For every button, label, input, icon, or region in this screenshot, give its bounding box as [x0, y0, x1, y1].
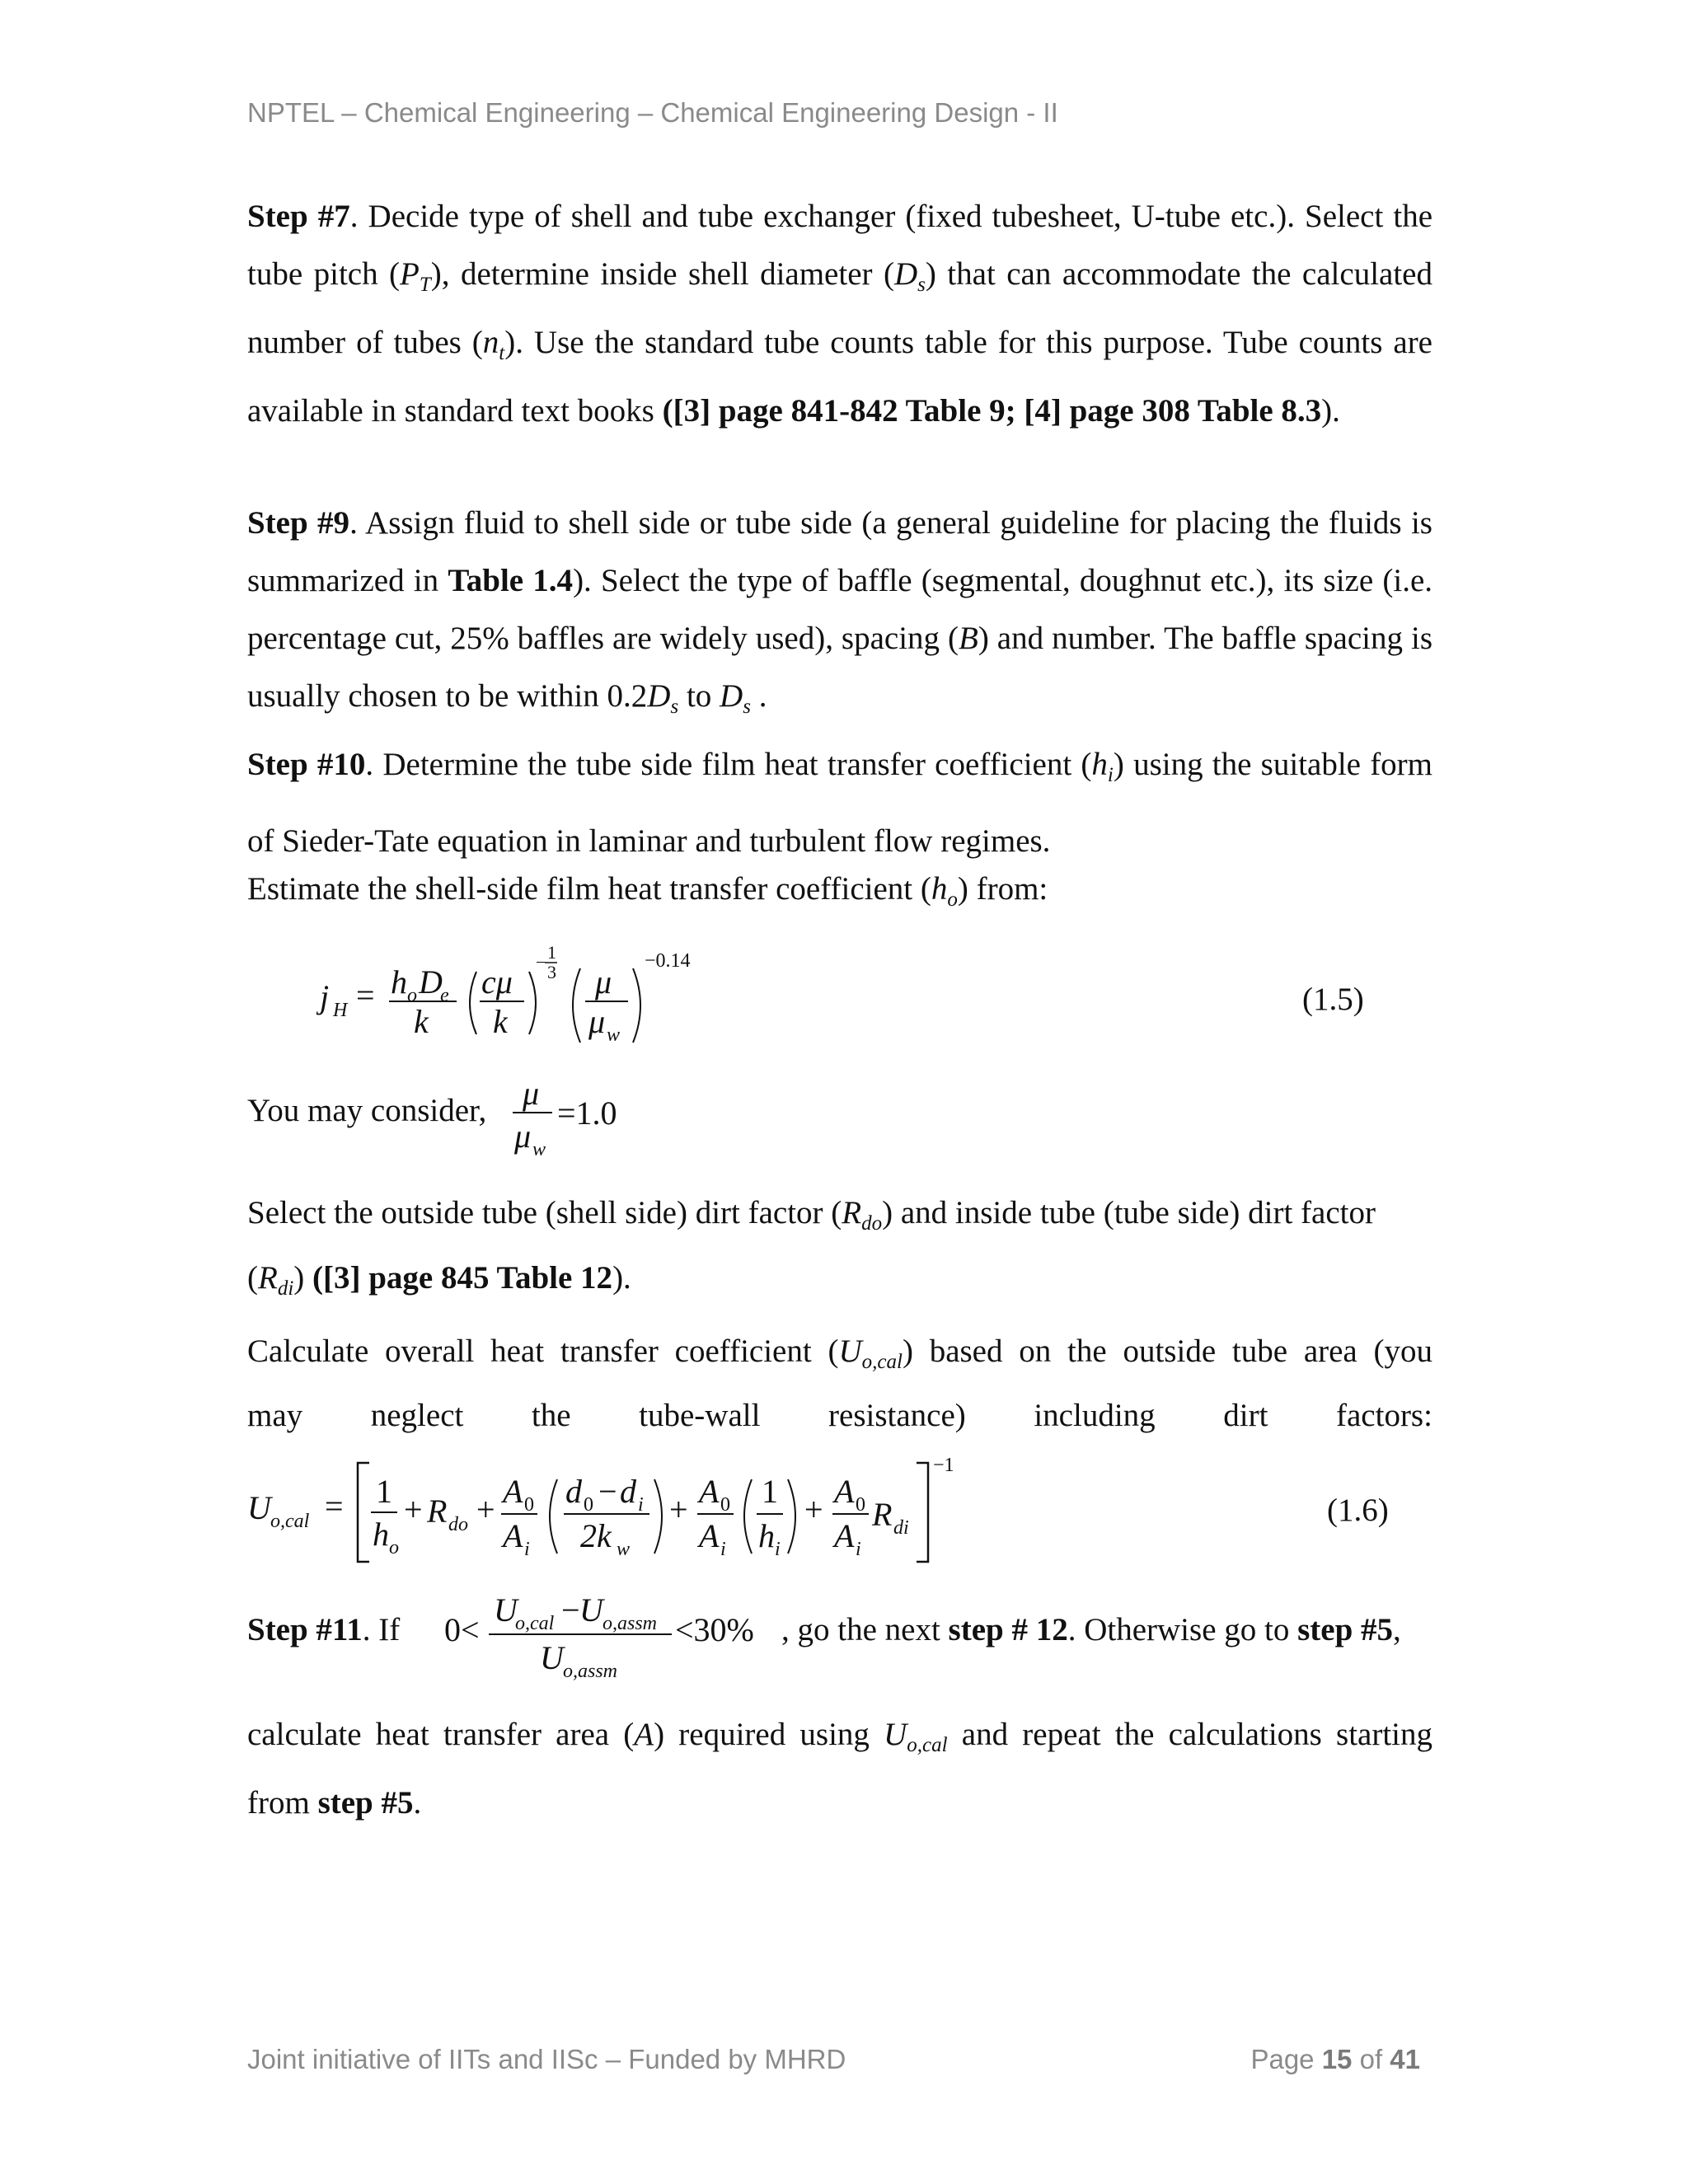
svg-text:A: A — [699, 1517, 720, 1554]
table-1-4-reference: Table 1.4 — [448, 563, 574, 598]
equation-1-6-number: (1.6) — [1327, 1493, 1389, 1528]
svg-text:U: U — [247, 1489, 271, 1526]
step-10-paragraph: Step #10. Determine the tube side film heat transfer coefficient $(h_i)$ using the suitable form of Sieder-Tate equation in laminar and turbulent flow regimes. — [247, 747, 1433, 859]
svg-text:−: − — [561, 1591, 580, 1629]
dirt-factor-paragraph: Select the outside tube (shell side) dirt factor $(R_{do})$ and inside tube (tube side) dirt factor — [247, 1195, 1376, 1235]
svg-text:+: + — [404, 1491, 423, 1528]
svg-text:1: 1 — [547, 942, 556, 963]
dirt-factor-reference-line: $(R_{di})$ ([3] page 845 Table 12). — [247, 1260, 631, 1300]
svg-text:=: = — [356, 977, 375, 1014]
page-number: Page 15 of 41 — [1250, 2044, 1420, 2074]
svg-text:o: o — [407, 985, 417, 1006]
svg-text:A: A — [834, 1473, 855, 1510]
eq15-jh: j — [320, 978, 330, 1015]
svg-text:e: e — [440, 985, 449, 1006]
step-12-reference: step # 12 — [948, 1612, 1068, 1647]
page-header: NPTEL – Chemical Engineering – Chemical Engineering Design - II — [247, 97, 1058, 128]
consider-text: You may consider, — [247, 1093, 487, 1128]
svg-text:h: h — [373, 1516, 389, 1553]
step-10-label: Step #10 — [247, 747, 366, 782]
svg-text:<30%: <30% — [675, 1611, 754, 1648]
svg-text:R: R — [872, 1496, 893, 1533]
svg-text:0: 0 — [856, 1494, 865, 1516]
svg-text:di: di — [893, 1517, 909, 1539]
svg-text:−: − — [598, 1473, 617, 1510]
equation-1-5 — [305, 935, 734, 1059]
svg-text:i: i — [856, 1539, 861, 1560]
svg-text:do: do — [448, 1514, 468, 1535]
step-7-paragraph: Step #7. Decide type of shell and tube exchanger (fixed tubesheet, U-tube etc.). Select the tube pitch $(P_T)$, determine inside shell diameter $(D_s)$ that can accommodate the calculated number of tubes $(n_t)$. Use the standard tube counts table for this purpose. Tube counts are available in standard text books ([3] page 841-842 Table 9; [4] page 308 Table 8.3). — [247, 199, 1432, 429]
step-11-line-1: Step #11. If — [247, 1612, 401, 1647]
svg-text:H: H — [333, 1000, 348, 1021]
svg-text:d: d — [620, 1473, 636, 1510]
svg-text:o,cal: o,cal — [515, 1613, 555, 1634]
svg-text:A: A — [834, 1517, 855, 1554]
svg-text:w: w — [532, 1139, 546, 1160]
svg-text:−: − — [536, 952, 546, 972]
svg-text:i: i — [638, 1494, 644, 1516]
equation-1-5-number: (1.5) — [1302, 982, 1364, 1017]
svg-text:h: h — [758, 1517, 775, 1554]
step-11-label: Step #11 — [247, 1612, 363, 1647]
overall-coefficient-line-1: Calculate overall heat transfer coefficient $(U_{o,cal})$ based on the outside tube area (you — [247, 1333, 1432, 1373]
step-5-reference: step #5 — [1297, 1612, 1394, 1647]
svg-text:U: U — [579, 1591, 603, 1629]
svg-text:0: 0 — [524, 1494, 534, 1516]
overall-coefficient-line-2: may neglect the tube-wall resistance) including dirt factors: — [247, 1398, 1432, 1433]
svg-text:0: 0 — [720, 1494, 730, 1516]
step-11-line-1-continued: , go the next step # 12. Otherwise go to step #5, — [781, 1612, 1401, 1647]
svg-text:i: i — [720, 1539, 726, 1560]
page-footer-credit: Joint initiative of IITs and IISc – Funded by MHRD — [247, 2044, 846, 2074]
step-11-line-2: calculate heat transfer area (A) required using $U_{o,cal}$ and repeat the calculations starting — [247, 1717, 1432, 1756]
step-9-label: Step #9 — [247, 505, 350, 541]
svg-text:2k: 2k — [580, 1517, 612, 1554]
step-7-label: Step #7 — [247, 199, 350, 234]
svg-text:−1: −1 — [933, 1455, 954, 1476]
svg-text:o,assm: o,assm — [603, 1613, 658, 1634]
svg-text:d: d — [565, 1473, 582, 1510]
svg-text:i: i — [524, 1539, 530, 1560]
svg-text:1: 1 — [376, 1473, 392, 1510]
svg-text:A: A — [699, 1473, 720, 1510]
step-7-reference: ([3] page 841-842 Table 9; [4] page 308 Table 8.3 — [662, 393, 1322, 429]
step-11-criterion-equation — [441, 1586, 754, 1694]
svg-text:U: U — [494, 1591, 518, 1629]
step-5-reference-2: step #5 — [317, 1785, 414, 1821]
svg-text:R: R — [427, 1493, 448, 1530]
svg-text:o: o — [389, 1537, 399, 1558]
svg-text:o,cal: o,cal — [270, 1511, 310, 1532]
svg-text:μ: μ — [588, 1003, 606, 1040]
svg-text:o,assm: o,assm — [563, 1661, 618, 1682]
svg-text:+: + — [476, 1491, 495, 1528]
svg-text:=: = — [325, 1488, 344, 1525]
svg-text:k: k — [493, 1003, 508, 1040]
svg-text:+: + — [669, 1491, 688, 1528]
step-11-line-3: from step #5. — [247, 1785, 422, 1821]
table-12-reference: ([3] page 845 Table 12 — [312, 1260, 613, 1296]
svg-text:+: + — [804, 1491, 823, 1528]
svg-text:i: i — [775, 1539, 781, 1560]
shell-side-estimate-line: Estimate the shell-side film heat transfer coefficient $(h_o)$ from: — [247, 871, 1048, 911]
equation-1-6 — [244, 1446, 986, 1578]
svg-text:D: D — [419, 963, 443, 1001]
svg-text:=1.0: =1.0 — [557, 1094, 617, 1132]
svg-text:A: A — [503, 1473, 523, 1510]
svg-text:μ: μ — [595, 963, 612, 1001]
svg-text:0<: 0< — [444, 1611, 480, 1648]
svg-text:1: 1 — [762, 1473, 778, 1510]
viscosity-ratio-equation — [511, 1071, 659, 1170]
svg-text:U: U — [540, 1639, 564, 1676]
step-9-paragraph: Step #9. Assign fluid to shell side or tube side (a general guideline for placing the fluids is summarized in Table 1.4). Select the type of baffle (segmental, doughnut etc.), its size (i.e. percentage cut, 25% baffles are widely used), spacing (B) and number. The baffle spacing is usually chosen to be within $0.2D_s$ to $D_s$ . — [247, 505, 1432, 718]
svg-text:A: A — [503, 1517, 523, 1554]
svg-text:k: k — [414, 1003, 429, 1040]
svg-text:w: w — [607, 1024, 621, 1046]
svg-text:0: 0 — [584, 1494, 593, 1516]
svg-text:μ: μ — [523, 1075, 540, 1112]
svg-text:w: w — [617, 1539, 631, 1560]
svg-text:μ: μ — [514, 1118, 532, 1155]
svg-text:3: 3 — [547, 962, 556, 982]
svg-text:−0.14: −0.14 — [645, 950, 691, 972]
svg-text:h: h — [391, 963, 407, 1001]
svg-text:cμ: cμ — [481, 963, 513, 1001]
